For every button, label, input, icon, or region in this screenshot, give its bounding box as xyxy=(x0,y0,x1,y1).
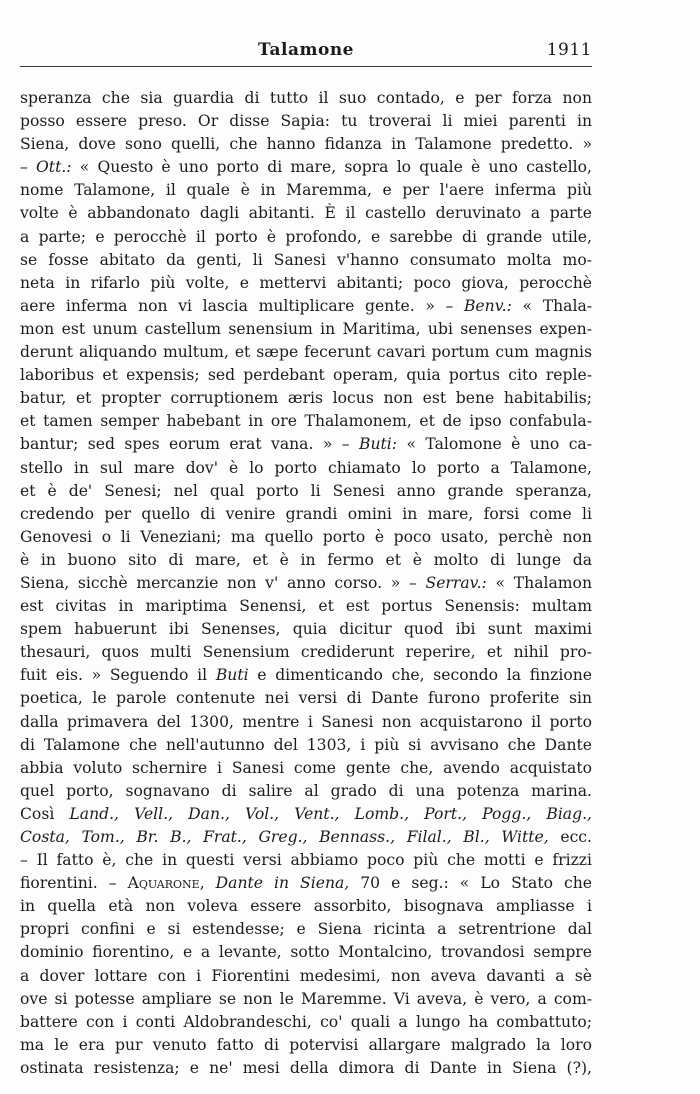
text-line xyxy=(20,526,592,549)
text-line xyxy=(20,780,592,803)
text-line xyxy=(20,849,592,872)
text-run: se fosse abitato da genti, li Sanesi v'hanno consumato molta mo- xyxy=(20,250,592,269)
text-run: quel porto, sognavano di salire al grado di una potenza marina. xyxy=(20,781,592,800)
text-run: thesauri, quos multi Senensium crediderunt reperire, et nihil pro- xyxy=(20,643,592,662)
text-line xyxy=(20,572,592,595)
text-line xyxy=(20,87,592,110)
italic-citation: Dante in Siena, xyxy=(215,874,350,893)
text-run: credendo per quello di venire grandi omini in mare, forsi come li xyxy=(20,504,592,523)
text-line xyxy=(20,480,592,503)
text-run: abbia voluto schernire i Sanesi come gente che, avendo acquistato xyxy=(20,758,592,777)
text-run: « Talomone è uno ca- xyxy=(397,435,592,454)
text-line xyxy=(20,410,592,433)
text-line xyxy=(20,687,592,710)
text-run: speranza che sia guardia di tutto il suo contado, e per forza non xyxy=(20,89,592,107)
text-line xyxy=(20,457,592,480)
text-run: – Il fatto è, che in questi versi abbiamo poco più che motti e frizzi xyxy=(20,851,592,870)
text-line xyxy=(20,711,592,734)
running-head xyxy=(20,40,592,66)
text-run: laboribus et expensis; sed perdebant operam, quia portus cito reple- xyxy=(20,366,592,385)
text-line xyxy=(20,1057,592,1080)
italic-citation: Buti xyxy=(215,666,249,685)
italic-citation: Ott.: xyxy=(36,158,72,177)
text-line xyxy=(20,387,592,410)
text-run: Siena, sicchè mercanzie non v' anno corso. » – xyxy=(20,573,426,592)
text-run: posso essere preso. Or disse Sapia: tu troverai li miei parenti in xyxy=(20,112,592,131)
text-line xyxy=(20,272,592,295)
text-run: ove si potesse ampliare se non le Maremme. Vi aveva, è vero, a com- xyxy=(20,989,592,1008)
italic-citation: Costa, Tom., Br. B., Frat., Greg., Bennass., Filal., Bl., Witte, xyxy=(20,828,549,846)
text-run: Siena, dove sono quelli, che hanno fidanza in Talamone predetto. » xyxy=(20,135,592,154)
author-name: Aquarone xyxy=(127,874,200,893)
text-line xyxy=(20,179,592,202)
text-run: derunt aliquando multum, et sæpe fecerunt cavari portum cum magnis xyxy=(20,343,592,362)
text-run: Così xyxy=(20,804,70,823)
header-rule xyxy=(20,66,592,67)
text-run: dalla primavera del 1300, mentre i Sanesi non acquistarono il porto xyxy=(20,712,592,731)
text-run: in quella età non voleva essere assorbito, bisognava ampliasse i xyxy=(20,897,592,916)
text-run: batur, et propter corruptionem æris locus non est bene habitabilis; xyxy=(20,389,592,408)
text-line xyxy=(20,757,592,780)
text-run: Genovesi o li Veneziani; ma quello porto è poco usato, perchè non xyxy=(20,527,592,546)
text-line xyxy=(20,664,592,687)
text-run: 70 e seg.: « Lo Stato che xyxy=(349,874,592,893)
text-run: et tamen semper habebant in ore Thalamonem, et de ipso confabula- xyxy=(20,412,592,431)
text-line xyxy=(20,595,592,618)
text-run: mon est unum castellum senensium in Maritima, ubi senenses expen- xyxy=(20,319,592,338)
text-line xyxy=(20,918,592,941)
text-run: è in buono sito di mare, et è in fermo et è molto di lunge da xyxy=(20,550,592,569)
italic-citation: Land., Vell., Dan., Vol., Vent., Lomb., Port., Pogg., Biag., xyxy=(69,804,592,823)
text-line xyxy=(20,641,592,664)
text-line xyxy=(20,826,592,849)
text-run: « Questo è uno porto di mare, sopra lo quale è uno castello, xyxy=(71,158,592,177)
text-run: propri confini e si estendesse; e Siena ricinta a setrentrione dal xyxy=(20,920,592,939)
text-line xyxy=(20,803,592,826)
text-line xyxy=(20,110,592,133)
text-run: volte è abbandonato dagli abitanti. È il castello deruvinato a parte xyxy=(20,204,592,223)
italic-citation: Benv.: xyxy=(463,296,512,315)
text-line xyxy=(20,895,592,918)
text-run: a dover lottare con i Fiorentini medesimi, non aveva davanti a sè xyxy=(20,966,592,985)
text-line xyxy=(20,341,592,364)
commentary-text xyxy=(20,87,592,1080)
text-line xyxy=(20,941,592,964)
text-line xyxy=(20,249,592,272)
text-line xyxy=(20,618,592,641)
text-line xyxy=(20,1011,592,1034)
text-line xyxy=(20,1034,592,1057)
text-run: neta in rifarlo più volte, e mettervi abitanti; poco giova, perocchè xyxy=(20,273,592,292)
text-run: battere con i conti Aldobrandeschi, co' quali a lungo ha combattuto; xyxy=(20,1012,592,1031)
text-line xyxy=(20,988,592,1011)
text-line xyxy=(20,156,592,179)
text-run: poetica, le parole contenute nei versi di Dante furono proferite sin xyxy=(20,689,592,708)
text-run: a parte; e perocchè il porto è profondo, e sarebbe di grande utile, xyxy=(20,227,592,246)
text-run: e dimenticando che, secondo la finzione xyxy=(248,666,592,685)
text-run: stello in sul mare dov' è lo porto chiamato lo porto a Talamone, xyxy=(20,458,592,477)
text-run: , xyxy=(199,874,216,893)
text-line xyxy=(20,133,592,156)
text-run: dominio fiorentino, e a levante, sotto Montalcino, trovandosi sempre xyxy=(20,943,592,962)
text-line xyxy=(20,734,592,757)
text-line xyxy=(20,202,592,225)
text-run: et è de' Senesi; nel qual porto li Senesi anno grande speranza, xyxy=(20,481,592,500)
text-line xyxy=(20,226,592,249)
text-run: aere inferma non vi lascia multiplicare gente. » – xyxy=(20,296,464,315)
text-run: – xyxy=(20,158,37,177)
text-run: est civitas in mariptima Senensi, et est portus Senensis: multam xyxy=(20,597,592,616)
italic-citation: Serrav.: xyxy=(425,573,487,592)
text-line xyxy=(20,318,592,341)
text-run: ostinata resistenza; e ne' mesi della dimora di Dante in Siena (?), xyxy=(20,1058,592,1077)
text-run: ma le era pur venuto fatto di potervisi allargare malgrado la loro xyxy=(20,1035,592,1054)
page-title: Talamone xyxy=(257,40,354,60)
text-line xyxy=(20,549,592,572)
text-run: « Thalamon xyxy=(486,573,592,592)
text-run: bantur; sed spes eorum erat vana. » – xyxy=(20,435,360,454)
text-line xyxy=(20,433,592,456)
text-line xyxy=(20,503,592,526)
italic-citation: Buti: xyxy=(359,435,398,454)
text-run: ecc. xyxy=(548,828,592,846)
text-line xyxy=(20,295,592,318)
text-line xyxy=(20,872,592,895)
text-run: spem habuerunt ibi Senenses, quia dicitur quod ibi sunt maximi xyxy=(20,620,592,639)
page-number: 1911 xyxy=(546,40,592,60)
text-run: di Talamone che nell'autunno del 1303, i più si avvisano che Dante xyxy=(20,735,592,754)
text-line xyxy=(20,965,592,988)
text-line xyxy=(20,364,592,387)
text-run: nome Talamone, il quale è in Maremma, e per l'aere inferma più xyxy=(20,181,592,200)
text-run: fiorentini. – xyxy=(20,874,128,893)
text-run: fuit eis. » Seguendo il xyxy=(20,666,216,685)
text-run: « Thala- xyxy=(511,296,592,315)
